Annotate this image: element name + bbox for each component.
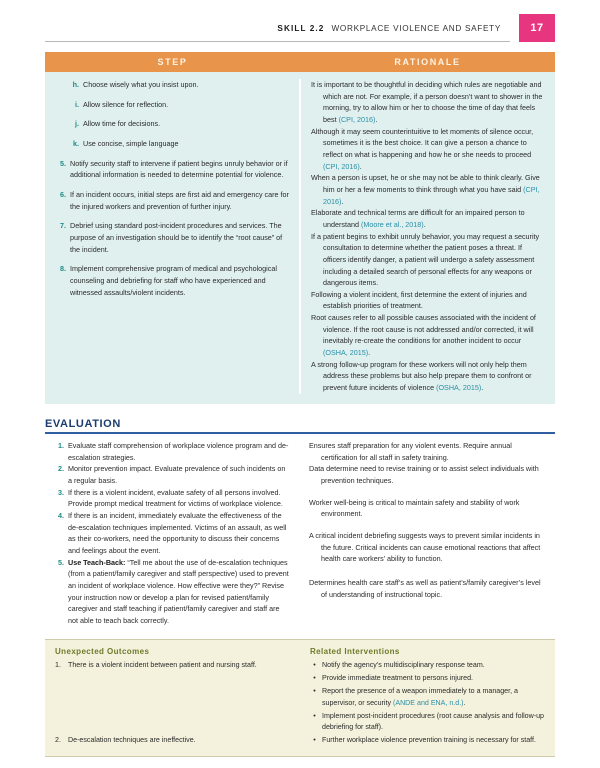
unexpected-outcomes-list (55, 660, 290, 746)
step-rationale-table (45, 52, 555, 404)
header-divider-rule (45, 41, 510, 42)
step-marker: 7. (60, 221, 66, 231)
step-item (55, 99, 289, 111)
evaluation-rationale: Determines health care staff’s as well as patient’s/family caregiver’s level of understanding of instructional topic. (309, 577, 541, 599)
column-header-step: STEP (157, 57, 188, 67)
step-item (55, 138, 289, 150)
unexpected-outcomes-title: Unexpected Outcomes (55, 647, 150, 656)
column-header-rationale: RATIONALE (394, 57, 461, 67)
step-item (55, 263, 289, 298)
step-item (55, 79, 289, 91)
step-item (55, 118, 289, 130)
list-marker: 2. (55, 736, 61, 745)
unexpected-outcome-item (55, 735, 290, 746)
evaluation-text: Evaluate staff comprehension of workplace violence program and de-escalation strategies. (68, 441, 289, 462)
outcomes-interventions-box (45, 639, 555, 757)
citation: (CPI, 2016) (323, 161, 360, 171)
evaluation-text: Use Teach-Back: “Tell me about the use of de-escalation techniques (from a patient/family caregiver and staff perspective) used to prevent an incident of workplace violence. How effective were they?” Revise your instruction now or develop a plan for revised patient/family caregiver and staff teaching if patient/family caregiver and staff are not able to teach back correctly. (68, 557, 289, 625)
step-item (55, 189, 289, 212)
list-item-text: There is a violent incident between patient and nursing staff. (68, 661, 257, 669)
step-marker: h. (72, 80, 79, 89)
rationale-paragraph: Root causes refer to all possible causes associated with the incident of violence. If the root cause is not addressed and/or corrected, it will inevitably re-create the conditions for another incident to occur (OSHA, 2015). (311, 313, 536, 358)
step-text: Use concise, simple language (83, 138, 179, 148)
list-marker: • (313, 687, 316, 696)
list-marker: 1. (55, 661, 61, 669)
step-marker: 6. (60, 189, 66, 199)
teach-back-label: Use Teach-Back: (68, 557, 126, 567)
evaluation-text: If there is an incident, immediately evaluate the effectiveness of the de-escalation techniques implemented. Victims of an assault, as well as their co-workers, need the opportunity to discuss their concerns and feelings about the event. (68, 510, 287, 555)
evaluation-rationale: Ensures staff preparation for any violent events. Require annual certification for all staff in safety training. (309, 441, 512, 462)
step-text: Notify security staff to intervene if patient begins unruly behavior or if additional information is needed to determine potential for violence. (70, 158, 288, 180)
rationale-paragraph: Elaborate and technical terms are difficult for an impaired person to understand (Moore et al., 2018). (311, 208, 525, 229)
step-text: Allow silence for reflection. (83, 99, 169, 109)
step-column (45, 79, 301, 394)
list-item-text: Further workplace violence prevention training is necessary for staff. (322, 736, 536, 745)
evaluation-marker: 5. (58, 557, 64, 567)
rationale-paragraph: Following a violent incident, first determine the extent of injuries and establish priorities of treatment. (311, 289, 527, 311)
evaluation-item (53, 487, 289, 510)
table-column-headers (45, 52, 555, 72)
list-item-text: Provide immediate treatment to persons injured. (322, 674, 474, 683)
evaluation-text: If there is a violent incident, evaluate safety of all persons involved. Provide prompt medical treatment for victims of workplace violence. (68, 487, 283, 509)
related-intervention-item (310, 711, 545, 733)
step-item (55, 158, 289, 181)
step-marker: j. (75, 119, 79, 129)
table-body (45, 72, 555, 404)
step-marker: i. (75, 99, 79, 109)
citation: (ANDE and ENA, n.d.) (392, 698, 464, 707)
citation: (CPI, 2016) (323, 184, 540, 206)
skill-number: SKILL 2.2 (277, 23, 325, 33)
unexpected-outcome-item (55, 660, 290, 671)
step-marker: 8. (60, 264, 66, 274)
skill-title: WORKPLACE VIOLENCE AND SAFETY (331, 23, 501, 33)
citation: (OSHA, 2015) (436, 383, 482, 393)
evaluation-item (53, 510, 289, 557)
related-intervention-item (310, 673, 545, 684)
evaluation-body (45, 434, 555, 627)
list-marker: • (313, 736, 316, 745)
list-marker: • (313, 661, 316, 669)
list-marker: • (313, 711, 316, 720)
related-intervention-item (310, 735, 545, 746)
rationale-paragraph: When a person is upset, he or she may not be able to think clearly. Give him or her a few moments to think through what you have said (CPI, 2016). (311, 173, 540, 206)
citation: (CPI, 2016) (338, 114, 376, 124)
rationale-column (301, 79, 555, 394)
evaluation-item (53, 463, 289, 486)
citation: (Moore et al., 2018) (360, 219, 424, 229)
rationale-paragraph: Although it may seem counterintuitive to let moments of silence occur, sometimes it is the best choice. It can give a person a chance to reflect on what is happening and how he or she needs to proceed (CPI, 2016). (311, 126, 534, 171)
list-item-text: Notify the agency’s multidisciplinary response team. (322, 661, 485, 669)
step-item (55, 220, 289, 255)
related-intervention-item (310, 686, 545, 708)
evaluation-steps-column (45, 434, 299, 627)
step-text: Choose wisely what you insist upon. (83, 80, 199, 89)
evaluation-marker: 1. (58, 441, 64, 450)
page-number-badge: 17 (519, 14, 555, 42)
related-interventions-list (310, 660, 545, 746)
evaluation-rationale: A critical incident debriefing suggests ways to prevent similar incidents in the future. Critical incidents can cause emotional reactions that affect health care workers’ ability to function. (309, 530, 541, 564)
step-marker: 5. (60, 158, 66, 168)
step-text: Debrief using standard post-incident procedures and services. The purpose of an investigation should be to identify the “root cause” of the incident. (70, 221, 283, 254)
list-item-text: Report the presence of a weapon immediately to a manager, a supervisor, or security (ANDE and ENA, n.d.). (322, 687, 518, 707)
evaluation-rationale-column (299, 434, 555, 627)
rationale-paragraph: A strong follow-up program for these workers will not only help them address these problems but also help prepare them to confront or prevent future incidents of violence (OSHA, 2015). (311, 359, 532, 393)
evaluation-rationale: Data determine need to revise training or to assist select individuals with prevention techniques. (309, 464, 539, 485)
list-item-text: Implement post-incident procedures (root cause analysis and follow-up debriefing for staff). (322, 711, 544, 732)
evaluation-title: EVALUATION (45, 418, 121, 430)
evaluation-item (53, 557, 289, 627)
evaluation-item (53, 440, 289, 463)
evaluation-text: Monitor prevention impact. Evaluate prevalence of such incidents on a regular basis. (68, 464, 286, 485)
evaluation-marker: 2. (58, 464, 64, 474)
citation: (OSHA, 2015) (323, 348, 369, 358)
running-header-text (277, 24, 501, 33)
step-text: Allow time for decisions. (83, 119, 161, 129)
evaluation-marker: 3. (58, 487, 64, 497)
step-text: Implement comprehensive program of medical and psychological counseling and debriefing for staff who have experienced and witnessed assaults/violent incidents. (70, 264, 277, 297)
related-interventions-title: Related Interventions (310, 647, 400, 656)
evaluation-rationale: Worker well-being is critical to maintain safety and stability of work environment. (309, 497, 520, 519)
related-intervention-item (310, 660, 545, 671)
unexpected-outcomes-column (45, 647, 300, 748)
evaluation-heading-block (45, 418, 555, 434)
related-interventions-column (300, 647, 555, 748)
running-header (45, 14, 555, 42)
rationale-paragraph: It is important to be thoughtful in deciding which rules are negotiable and which are not. For example, if a person doesn’t want to shower in the morning, try to allow him or her to choose the time of day that feels best (CPI, 2016). (311, 80, 543, 124)
evaluation-marker: 4. (58, 510, 64, 520)
list-marker: • (313, 674, 316, 683)
step-marker: k. (73, 138, 79, 148)
step-text: If an incident occurs, initial steps are first aid and emergency care for the injured workers and prevention of further injury. (70, 189, 289, 211)
rationale-paragraph: If a patient begins to exhibit unruly behavior, you may request a security consultation to determine whether the patient poses a threat. If officers identify danger, a patient will undergo a safety assessment including a detailed search of personal effects for any weapons or dangerous items. (311, 231, 540, 288)
list-item-text: De-escalation techniques are ineffective. (68, 736, 196, 745)
